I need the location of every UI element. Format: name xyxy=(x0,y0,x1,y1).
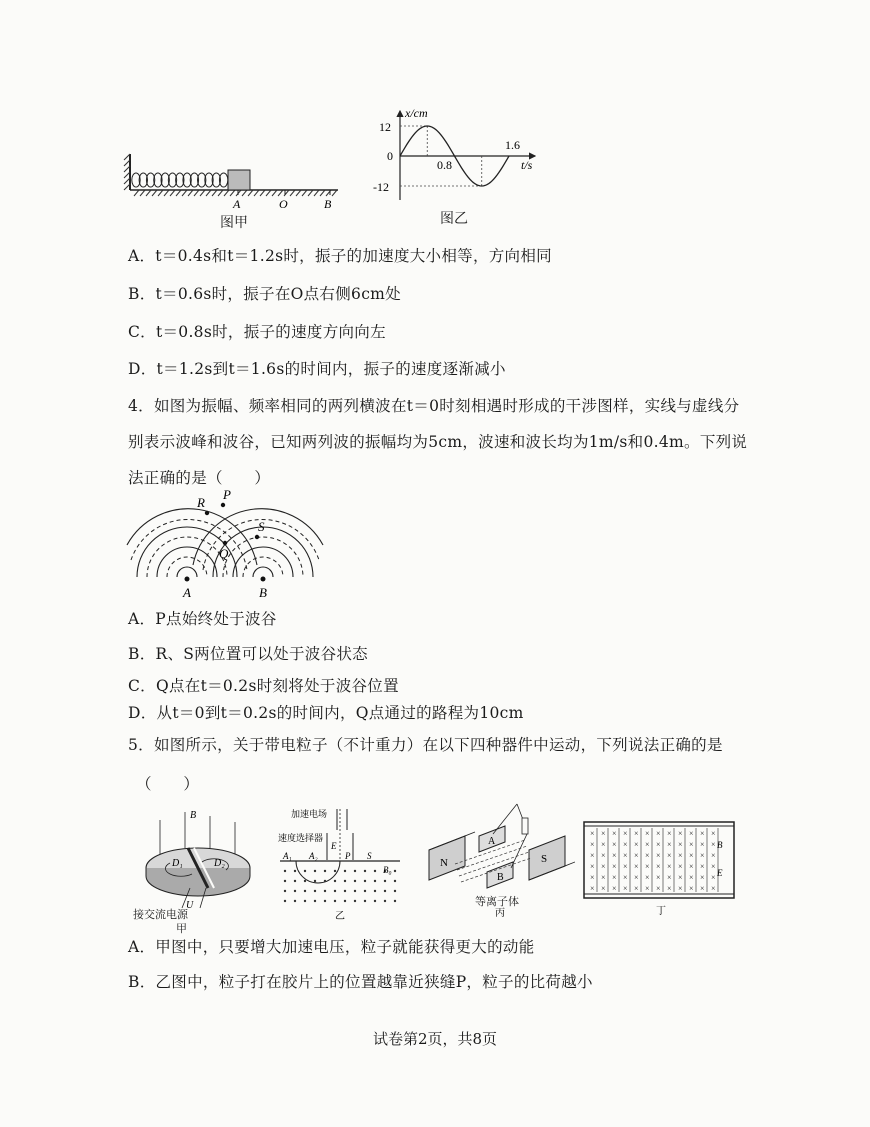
svg-text:×: × xyxy=(601,851,606,860)
svg-text:×: × xyxy=(590,862,595,871)
svg-text:×: × xyxy=(689,840,694,849)
svg-text:×: × xyxy=(678,851,683,860)
svg-text:×: × xyxy=(689,862,694,871)
svg-text:×: × xyxy=(612,851,617,860)
q3-option-b: B．t＝0.6s时，振子在O点右侧6cm处 xyxy=(128,285,401,303)
svg-text:×: × xyxy=(645,873,650,882)
svg-text:×: × xyxy=(656,862,661,871)
svg-text:×: × xyxy=(700,884,705,893)
svg-text:×: × xyxy=(711,862,716,871)
point-q: Q xyxy=(219,546,229,561)
svg-text:×: × xyxy=(689,829,694,838)
spectro-a2: A₂ xyxy=(309,851,318,861)
svg-text:×: × xyxy=(612,829,617,838)
svg-text:×: × xyxy=(590,884,595,893)
svg-text:×: × xyxy=(634,851,639,860)
svg-text:×: × xyxy=(601,829,606,838)
cyclotron-d1: D₁ xyxy=(172,858,183,869)
svg-text:×: × xyxy=(667,851,672,860)
page-footer: 试卷第2页，共8页 xyxy=(372,1030,498,1048)
svg-text:×: × xyxy=(590,840,595,849)
svg-text:×: × xyxy=(700,829,705,838)
svg-text:×: × xyxy=(667,884,672,893)
svg-text:×: × xyxy=(656,840,661,849)
xt-graph xyxy=(365,105,555,205)
q4-option-b: B．R、S两位置可以处于波谷状态 xyxy=(128,645,368,663)
svg-text:×: × xyxy=(689,884,694,893)
svg-text:×: × xyxy=(623,851,628,860)
mhd-a: A xyxy=(488,836,496,847)
point-p: P xyxy=(223,487,231,502)
svg-text:×: × xyxy=(645,851,650,860)
svg-text:×: × xyxy=(711,840,716,849)
q5-stem-line1: 5．如图所示，关于带电粒子（不计重力）在以下四种器件中运动，下列说法正确的是 xyxy=(128,736,723,754)
svg-text:×: × xyxy=(667,862,672,871)
svg-text:×: × xyxy=(601,840,606,849)
mhd-plasma: 等离子体 xyxy=(475,896,519,908)
cyclotron-b: B xyxy=(190,810,197,821)
point-r: R xyxy=(197,495,205,510)
spectro-selector: 速度选择器 xyxy=(277,833,323,843)
fig-mass-spectrometer xyxy=(275,805,405,925)
y-tick-top: 12 xyxy=(379,120,391,134)
svg-text:×: × xyxy=(623,840,628,849)
svg-text:×: × xyxy=(700,840,705,849)
spectro-s: S xyxy=(367,851,372,861)
svg-text:×: × xyxy=(689,851,694,860)
spectro-accel: 加速电场 xyxy=(290,809,327,819)
selector-b: B xyxy=(717,840,723,850)
caption-fig-jia: 图甲 xyxy=(220,215,248,231)
svg-text:×: × xyxy=(678,829,683,838)
q4-option-a: A．P点始终处于波谷 xyxy=(128,610,277,628)
q4-stem-line1: 4．如图为振幅、频率相同的两列横波在t＝0时刻相遇时形成的干涉图样，实线与虚线分 xyxy=(128,397,740,415)
caption-fig5-ding: 丁 xyxy=(656,906,666,917)
svg-text:×: × xyxy=(634,862,639,871)
q3-option-d: D．t＝1.2s到t＝1.6s的时间内，振子的速度逐渐减小 xyxy=(128,360,506,378)
svg-text:×: × xyxy=(656,873,661,882)
q4-option-d: D．从t＝0到t＝0.2s的时间内，Q点通过的路程为10cm xyxy=(128,704,524,722)
svg-text:×: × xyxy=(612,862,617,871)
label-a: A xyxy=(233,197,241,211)
svg-text:×: × xyxy=(667,829,672,838)
svg-text:×: × xyxy=(711,851,716,860)
caption-fig5-jia: 甲 xyxy=(176,923,187,935)
svg-text:×: × xyxy=(601,884,606,893)
svg-text:×: × xyxy=(612,884,617,893)
svg-text:×: × xyxy=(678,840,683,849)
spectro-p: P xyxy=(345,851,351,861)
t-tick-16: 1.6 xyxy=(505,138,520,152)
source-b: B xyxy=(259,585,267,600)
spectro-a1: A₁ xyxy=(283,851,292,861)
svg-text:×: × xyxy=(590,829,595,838)
x-axis-label: x/cm xyxy=(405,106,428,120)
point-s: S xyxy=(258,519,265,534)
svg-text:×: × xyxy=(590,873,595,882)
svg-text:×: × xyxy=(656,851,661,860)
svg-text:×: × xyxy=(601,873,606,882)
spectro-e: E xyxy=(331,841,337,851)
svg-text:×: × xyxy=(700,862,705,871)
svg-text:×: × xyxy=(623,873,628,882)
source-a: A xyxy=(183,585,191,600)
svg-text:×: × xyxy=(612,873,617,882)
mhd-n: N xyxy=(440,857,448,869)
label-b: B xyxy=(324,197,332,211)
interference-figure xyxy=(125,485,325,605)
svg-text:×: × xyxy=(645,840,650,849)
svg-text:×: × xyxy=(689,873,694,882)
svg-text:×: × xyxy=(678,873,683,882)
q5-stem-line2: （ ） xyxy=(136,775,200,793)
q4-stem-line2: 别表示波峰和波谷，已知两列波的振幅均为5cm，波速和波长均为1m/s和0.4m。下列说 xyxy=(128,433,748,451)
svg-text:×: × xyxy=(612,840,617,849)
mhd-s: S xyxy=(541,853,548,865)
y-tick-zero: 0 xyxy=(387,149,393,163)
svg-text:×: × xyxy=(634,884,639,893)
caption-fig-yi: 图乙 xyxy=(440,211,468,227)
q3-option-c: C．t＝0.8s时，振子的速度方向向左 xyxy=(128,323,386,341)
svg-text:×: × xyxy=(711,873,716,882)
svg-text:×: × xyxy=(634,873,639,882)
svg-text:×: × xyxy=(623,862,628,871)
svg-text:×: × xyxy=(634,829,639,838)
svg-text:×: × xyxy=(623,884,628,893)
svg-text:×: × xyxy=(656,884,661,893)
svg-text:×: × xyxy=(590,851,595,860)
svg-text:×: × xyxy=(601,862,606,871)
q4-stem-line3: 法正确的是（ ） xyxy=(128,469,271,487)
q5-option-b: B．乙图中，粒子打在胶片上的位置越靠近狭缝P，粒子的比荷越小 xyxy=(128,973,593,991)
svg-text:×: × xyxy=(678,862,683,871)
q5-option-a: A．甲图中，只要增大加速电压，粒子就能获得更大的动能 xyxy=(128,938,535,956)
caption-fig5-bing: 丙 xyxy=(495,908,505,918)
svg-text:×: × xyxy=(678,884,683,893)
cyclotron-source: 接交流电源 xyxy=(133,909,188,921)
t-axis-label: t/s xyxy=(521,158,533,172)
svg-text:×: × xyxy=(656,829,661,838)
q3-option-a: A．t＝0.4s和t＝1.2s时，振子的加速度大小相等，方向相同 xyxy=(128,247,552,265)
t-tick-08: 0.8 xyxy=(437,158,452,172)
cyclotron-u: U xyxy=(186,900,194,911)
svg-text:×: × xyxy=(711,884,716,893)
svg-text:×: × xyxy=(645,884,650,893)
caption-fig5-yi: 乙 xyxy=(335,911,345,922)
svg-text:×: × xyxy=(623,829,628,838)
svg-text:×: × xyxy=(667,873,672,882)
svg-text:×: × xyxy=(645,829,650,838)
q4-option-c: C．Q点在t＝0.2s时刻将处于波谷位置 xyxy=(128,677,399,695)
svg-text:×: × xyxy=(700,851,705,860)
label-o: O xyxy=(279,197,288,211)
mhd-b: B xyxy=(497,872,504,883)
fig-velocity-selector xyxy=(580,818,740,918)
spectro-b0: B₀ xyxy=(383,865,392,875)
svg-text:×: × xyxy=(700,873,705,882)
selector-e: E xyxy=(717,868,723,878)
svg-text:×: × xyxy=(711,829,716,838)
cyclotron-d2: D₂ xyxy=(214,858,225,869)
y-tick-bottom: -12 xyxy=(373,180,389,194)
svg-text:×: × xyxy=(645,862,650,871)
svg-text:×: × xyxy=(634,840,639,849)
svg-text:×: × xyxy=(667,840,672,849)
